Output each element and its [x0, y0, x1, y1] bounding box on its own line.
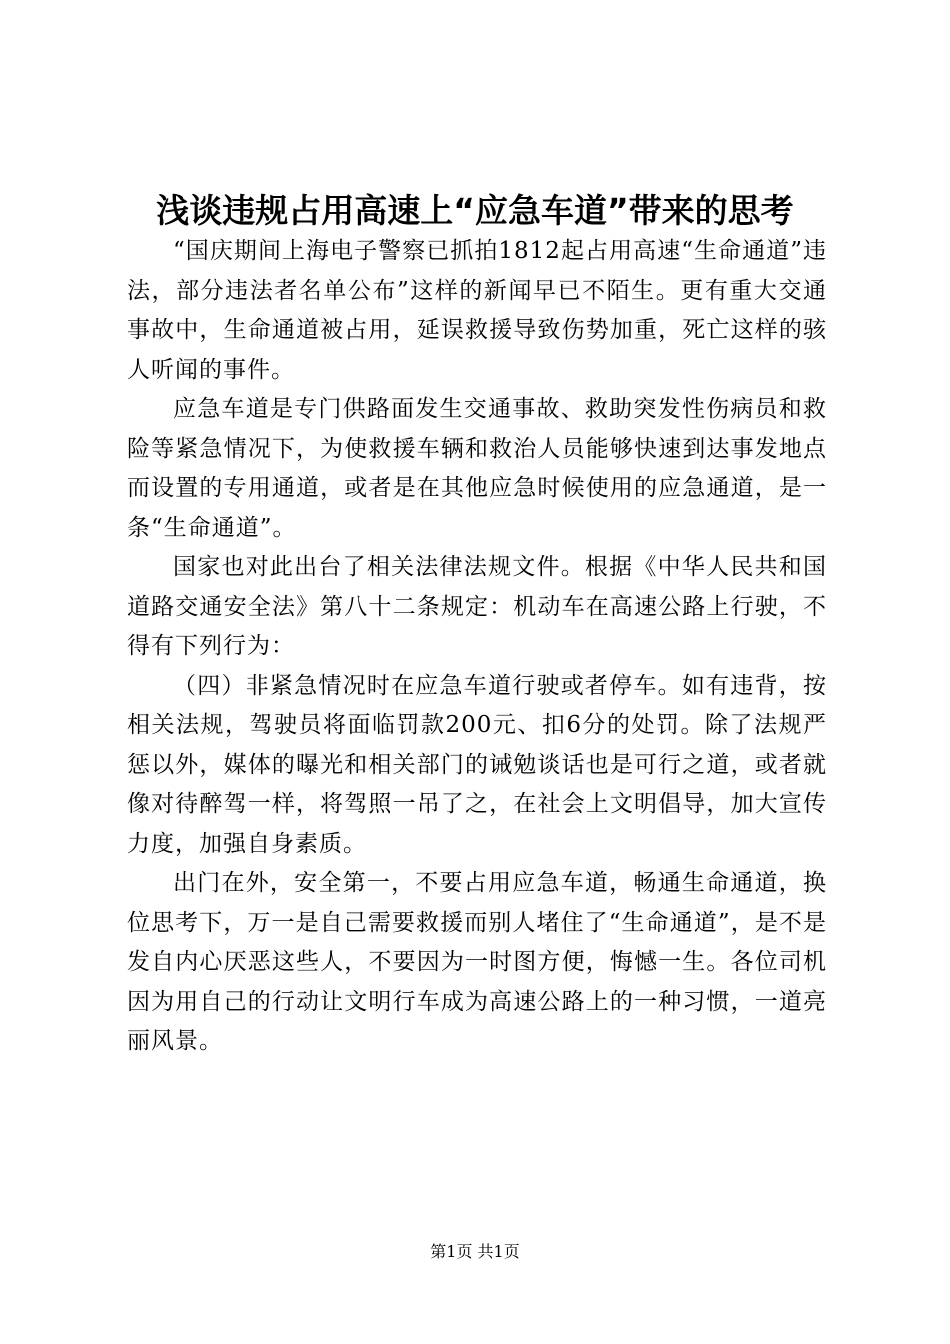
page-footer: 第1页 共1页: [430, 1242, 520, 1261]
document-title: 浅谈违规占用高速上“应急车道”带来的思考: [156, 191, 794, 230]
paragraph-1: “国庆期间上海电子警察已抓拍1812起占用高速“生命通道”违法，部分违法者名单公布”这样的新闻早已不陌生。更有重大交通事故中，生命通道被占用，延误救援导致伤势加重，死亡这样的骇人听闻的事件。: [127, 238, 827, 383]
document-body: [127, 232, 827, 1062]
paragraph-2: 应急车道是专门供路面发生交通事故、救助突发性伤病员和救险等紧急情况下，为使救援车辆和救治人员能够快速到达事发地点而设置的专用通道，或者是在其他应急时候使用的应急通道，是一条“生命通道”。: [127, 396, 827, 541]
paragraph-3: 国家也对此出台了相关法律法规文件。根据《中华人民共和国道路交通安全法》第八十二条规定：机动车在高速公路上行驶，不得有下列行为：: [127, 554, 827, 659]
paragraph-5: 出门在外，安全第一，不要占用应急车道，畅通生命通道，换位思考下，万一是自己需要救援而别人堵住了“生命通道”，是不是发自内心厌恶这些人，不要因为一时图方便，悔憾一生。各位司机因为用自己的行动让文明行车成为高速公路上的一种习惯，一道亮丽风景。: [127, 870, 827, 1054]
paragraph-4: （四）非紧急情况时在应急车道行驶或者停车。如有违背，按相关法规，驾驶员将面临罚款200元、扣6分的处罚。除了法规严惩以外，媒体的曝光和相关部门的诫勉谈话也是可行之道，或者就像对待醉驾一样，将驾照一吊了之，在社会上文明倡导，加大宣传力度，加强自身素质。: [127, 672, 827, 857]
